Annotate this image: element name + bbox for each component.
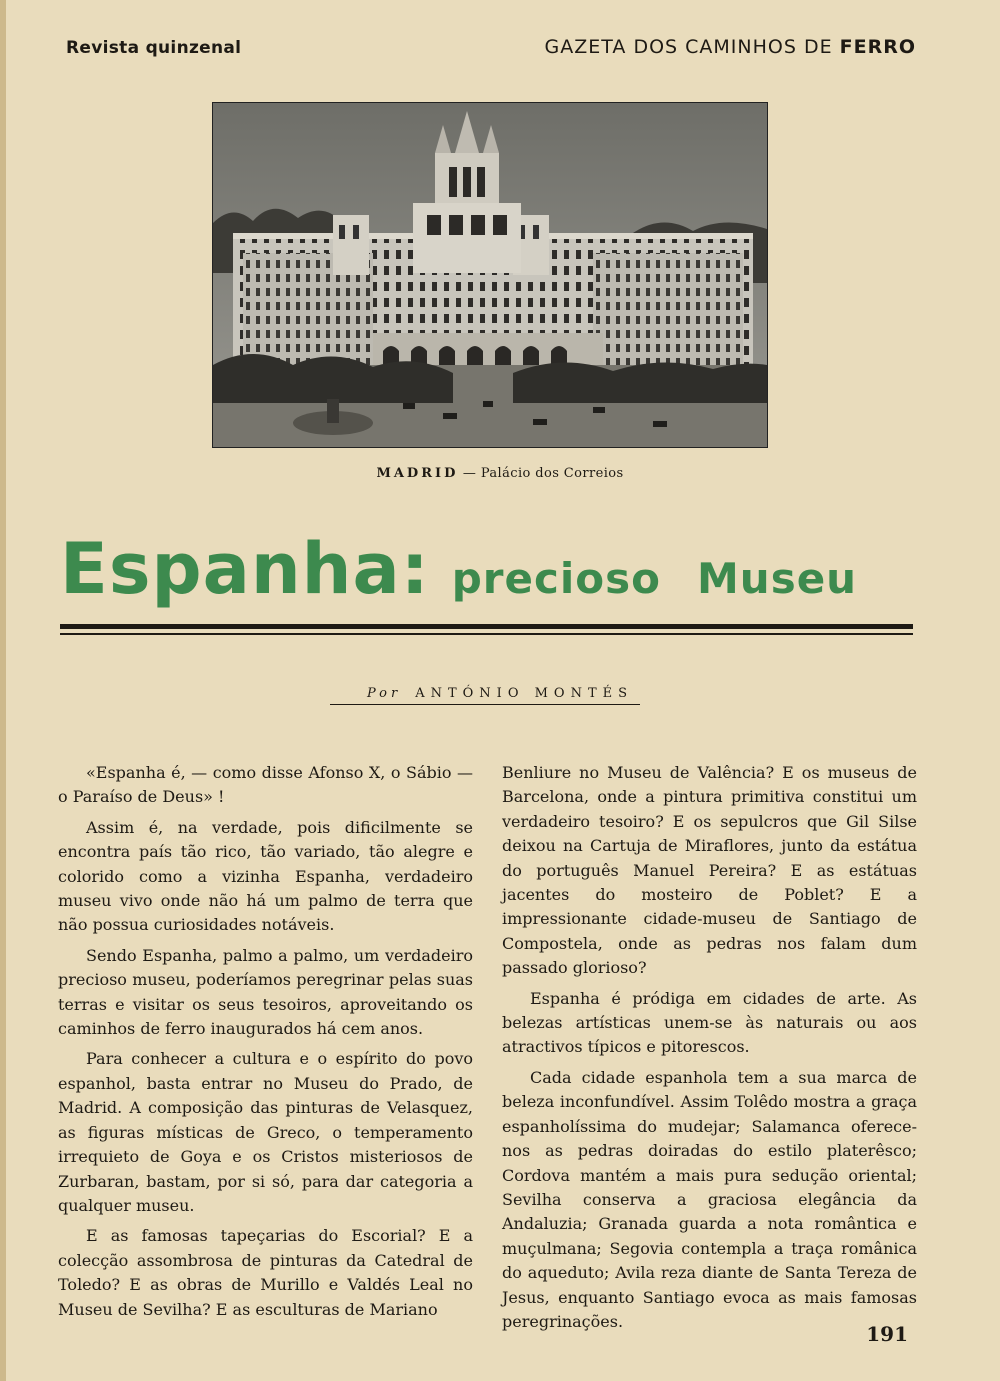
caption-city: MADRID	[376, 466, 459, 481]
header-left: Revista quinzenal	[66, 38, 242, 58]
paragraph: Assim é, na verdade, pois dificilmente se encontra país tão rico, tão variado, tão alegre e colorido como a vizinha Espanha, verdadeiro museu vivo onde não há um palmo de terra que não possua curiosidades notáveis.	[58, 817, 473, 935]
paragraph: Para conhecer a cultura e o espírito do povo espanhol, basta entrar no Museu do Prado, de Madrid. A composição das pinturas de Velasquez, as figuras místicas de Greco, o temperamento irrequieto de Goya e os Cristos misteriosos de Zurbaran, bastam, por si só, para dar categoria a qualquer museu.	[58, 1049, 473, 1215]
photo-illustration	[213, 103, 767, 447]
byline	[0, 686, 1000, 701]
paragraph: Cada cidade espanhola tem a sua marca de beleza inconfundível. Assim Tolêdo mostra a graça espanholíssima do mudejar; Salamanca oferece-nos as pedras doiradas do estilo platerêsco; Cordova mantém a mais pura sedução oriental; Sevilha conserva a graciosa elegância da Andaluzia; Granada guarda a nota romântica e muçulmana; Segovia contempla a traça românica do aqueduto; Avila reza diante de Santa Tereza de Jesus, enquanto Santiago evoca as mais famosas peregrinações.	[502, 1067, 917, 1331]
byline-underline	[330, 704, 640, 705]
header-title-bold: FERRO	[839, 36, 916, 58]
photo-caption	[0, 466, 1000, 481]
paragraph: Sendo Espanha, palmo a palmo, um verdadeiro precioso museu, poderíamos peregrinar pelas suas terras e visitar os seus tesoiros, aproveitando os caminhos de ferro inaugurados há cem anos.	[58, 945, 473, 1039]
caption-text: — Palácio dos Correios	[462, 466, 624, 481]
paragraph: Benliure no Museu de Valência? E os museus de Barcelona, onde a pintura primitiva constitui um verdadeiro tesoiro? E os sepulcros que Gil Silse deixou na Cartuja de Miraflores, junto da estátua do português Manuel Pereira? E as estátuas jacentes do mosteiro de Poblet? E a impressionante cidade-museu de Santiago de Compostela, onde as pedras nos falam dum passado glorioso?	[502, 763, 917, 978]
article-title	[60, 528, 920, 610]
article-column-right	[502, 761, 917, 1340]
title-word-1: Espanha:	[60, 528, 430, 610]
paragraph: E as famosas tapeçarias do Escorial? E a colecção assombrosa de pinturas da Catedral de Toledo? E as obras de Murillo e Valdés Leal no Museu de Sevilha? E as esculturas de Mariano	[58, 1226, 473, 1319]
title-word-2: precioso	[451, 554, 661, 603]
title-rule-thick	[60, 624, 913, 629]
title-word-3: Museu	[697, 554, 858, 603]
paragraph: Espanha é pródiga em cidades de arte. As belezas artísticas unem-se às naturais ou aos atractivos típicos e pitorescos.	[502, 988, 917, 1057]
byline-author: ANTÓNIO MONTÉS	[415, 686, 634, 701]
article-column-left	[58, 761, 473, 1328]
photo-madrid-palace	[212, 102, 768, 448]
header-title: GAZETA DOS CAMINHOS DE	[544, 36, 833, 58]
paragraph: «Espanha é, — como disse Afonso X, o Sábio — o Paraíso de Deus» !	[58, 763, 473, 807]
header-right	[545, 36, 916, 58]
title-rule-thin	[60, 633, 913, 635]
byline-prefix: Por	[366, 686, 402, 701]
page-number: 191	[866, 1322, 908, 1346]
